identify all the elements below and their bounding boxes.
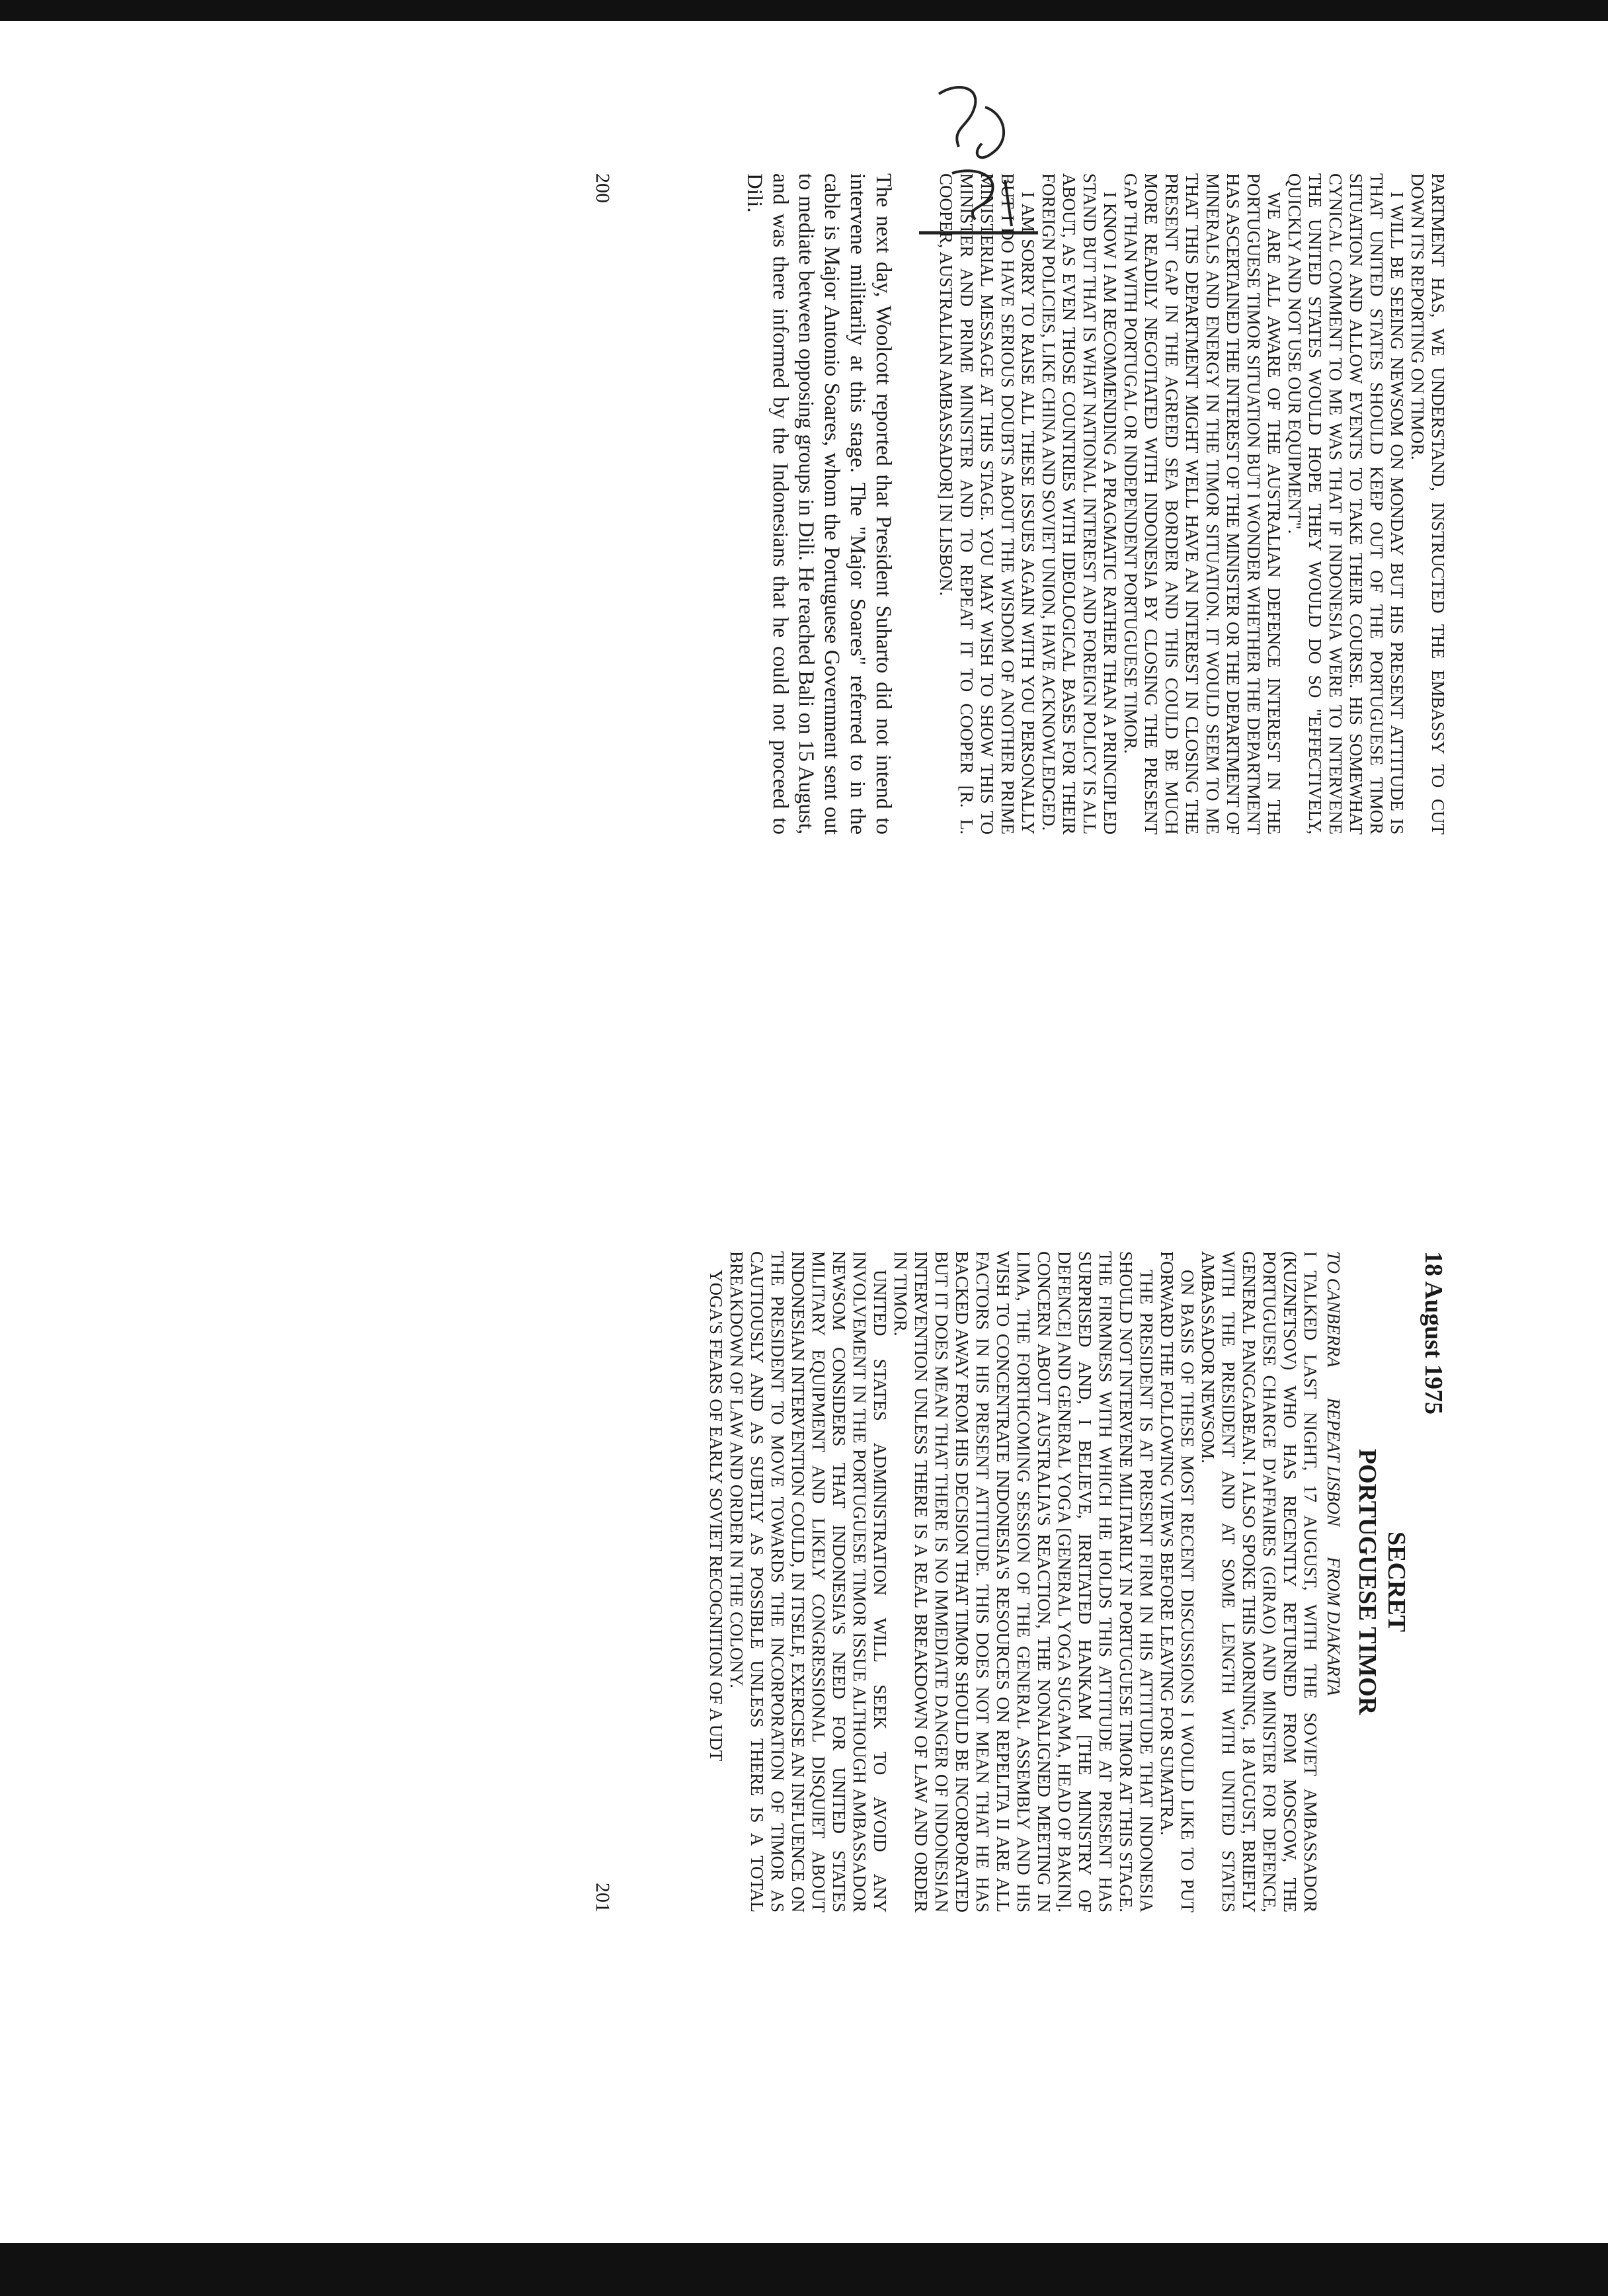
narrative-paragraph: The next day, Woolcott reported that President Suharto did not intend to intervene militarily at this stage. The "Major Soares" referred to in the cable is Major Antonio Soares, whom the Portuguese Government sent out to mediate between opposing groups in Dili. He reached Bali on 15 August, and was there informed by the Indonesians that he could not proceed to Dili.	[743, 173, 895, 835]
cable-paragraph: I KNOW I AM RECOMMENDING A PRAGMATIC RATHER THAN A PRINCIPLED STAND BUT THAT IS WHAT NATIONAL INTEREST AND FOREIGN POLICY IS ALL ABOUT, AS EVEN THOSE COUNTRIES WITH IDEOLOGICAL BASES FOR THEIR FOREIGN POLICIES, LIKE CHINA AND SOVIET UNION, HAVE ACKNOWLEDGED.	[1039, 173, 1120, 835]
cable-paragraph: I WILL BE SEEING NEWSOM ON MONDAY BUT HIS PRESENT ATTITUDE IS THAT UNITED STATES SHOULD KEEP OUT OF THE PORTUGUESE TIMOR SITUATION AND ALLOW EVENTS TO TAKE THEIR COURSE. HIS SOMEWHAT CYNICAL COMMENT TO ME WAS THAT IF INDONESIA WERE TO INTERVENE THE UNITED STATES WOULD HOPE THEY WOULD DO SO "EFFECTIVELY, QUICKLY AND NOT USE OUR EQUIPMENT".	[1285, 173, 1407, 835]
cable-paragraph: UNITED STATES ADMINISTRATION WILL SEEK TO AVOID ANY INVOLVEMENT IN THE PORTUGUESE TIMOR ISSUE ALTHOUGH AMBASSADOR NEWSOM CONSIDERS THAT INDONESIA'S NEED FOR UNITED STATES MILITARY EQUIPMENT AND LIKELY CONGRESSIONAL DISQUIET ABOUT INDONESIAN INTERVENTION COULD, IN ITSELF, EXERCISE AN INFLUENCE ON THE PRESIDENT TO MOVE TOWARDS THE INCORPORATION OF TIMOR AS CAUTIOUSLY AND AS SUBTLY AS POSSIBLE UNLESS THERE IS A TOTAL BREAKDOWN OF LAW AND ORDER IN THE COLONY.	[727, 1251, 890, 1912]
scan-top-edge	[0, 0, 1608, 21]
cable-paragraph: I AM SORRY TO RAISE ALL THESE ISSUES AGAIN WITH YOU PERSONALLY BUT I DO HAVE SERIOUS DOUBTS ABOUT THE WISDOM OF ANOTHER PRIME MINISTERIAL MESSAGE AT THIS STAGE. YOU MAY WISH TO SHOW THIS TO MINISTER AND PRIME MINISTER AND TO REPEAT IT TO COOPER [R. L. COOPER, AUSTRALIAN AMBASSADOR] IN LISBON.	[936, 173, 1038, 835]
scan-bottom-edge	[0, 2243, 1608, 2296]
cable-text-page-200	[936, 173, 1448, 835]
cable-paragraph: THE PRESIDENT IS AT PRESENT FIRM IN HIS ATTITUDE THAT INDONESIA SHOULD NOT INTERVENE MILITARILY IN PORTUGUESE TIMOR AT THIS STAGE. THE FIRMNESS WITH WHICH HE HOLDS THIS ATTITUDE AT PRESENT HAS SURPRISED AND, I BELIEVE, IRRITATED HANKAM [THE MINISTRY OF DEFENCE] AND GENERAL YOGA [GENERAL YOGA SUGAMA, HEAD OF BAKIN]. CONCERN ABOUT AUSTRALIA'S REACTION, THE NONALIGNED MEETING IN LIMA, THE FORTHCOMING SESSION OF THE GENERAL ASSEMBLY AND HIS WISH TO CONCENTRATE INDONESIA'S RESOURCES ON REPELITA II ARE ALL FACTORS IN HIS PRESENT ATTITUDE. THIS DOES NOT MEAN THAT HE HAS BACKED AWAY FROM HIS DECISION THAT TIMOR SHOULD BE INCORPORATED BUT IT DOES MEAN THAT THERE IS NO IMMEDIATE DANGER OF INDONESIAN INTERVENTION UNLESS THERE IS A REAL BREAKDOWN OF LAW AND ORDER IN TIMOR.	[891, 1251, 1156, 1912]
cable-paragraph: ON BASIS OF THESE MOST RECENT DISCUSSIONS I WOULD LIKE TO PUT FORWARD THE FOLLOWING VIEWS BEFORE LEAVING FOR SUMATRA.	[1157, 1251, 1197, 1912]
routing-repeat: REPEAT LISBON	[1324, 1397, 1344, 1527]
security-classification: SECRET	[1383, 1531, 1410, 1633]
cable-text-page-201	[705, 1251, 1320, 1912]
cable-paragraph: I TALKED LAST NIGHT, 17 AUGUST, WITH THE SOVIET AMBASSADOR (KUZNETSOV) WHO HAS RECENTLY RETURNED FROM MOSCOW, THE PORTUGUESE CHARGE D'AFFAIRES (GIRAO) AND MINISTER FOR DEFENCE, GENERAL PANGGABEAN. I ALSO SPOKE THIS MORNING, 18 AUGUST, BRIEFLY WITH THE PRESIDENT AND AT SOME LENGTH WITH UNITED STATES AMBASSADOR NEWSOM.	[1198, 1251, 1320, 1912]
routing-to: TO CANBERRA	[1324, 1251, 1344, 1368]
cable-subject: PORTUGUESE TIMOR	[1353, 1448, 1381, 1715]
date-heading: 18 August 1975	[1420, 1251, 1447, 1415]
cable-paragraph: YOGA'S FEARS OF EARLY SOVIET RECOGNITION OF A UDT	[706, 1270, 726, 1762]
page-number: 200	[592, 173, 614, 203]
cable-paragraph: WE ARE ALL AWARE OF THE AUSTRALIAN DEFENCE INTEREST IN THE PORTUGUESE TIMOR SITUATION BUT I WONDER WHETHER THE DEPARTMENT HAS ASCERTAINED THE INTEREST OF THE MINISTER OR THE DEPARTMENT OF MINERALS AND ENERGY IN THE TIMOR SITUATION. IT WOULD SEEM TO ME THAT THIS DEPARTMENT MIGHT WELL HAVE AN INTEREST IN CLOSING THE PRESENT GAP IN THE AGREED SEA BORDER AND THIS COULD BE MUCH MORE READILY NEGOTIATED WITH INDONESIA BY CLOSING THE PRESENT GAP THAN WITH PORTUGAL OR INDEPENDENT PORTUGUESE TIMOR.	[1121, 173, 1284, 835]
cable-paragraph: PARTMENT HAS, WE UNDERSTAND, INSTRUCTED THE EMBASSY TO CUT DOWN ITS REPORTING ON TIMOR.	[1408, 173, 1448, 835]
page-201	[591, 1251, 1448, 1912]
book-spread	[0, 21, 1608, 2243]
routing-line	[1323, 1251, 1344, 1912]
routing-from: FROM DJAKARTA	[1324, 1557, 1344, 1696]
page-200	[591, 173, 1448, 835]
page-number: 201	[592, 1883, 614, 1912]
